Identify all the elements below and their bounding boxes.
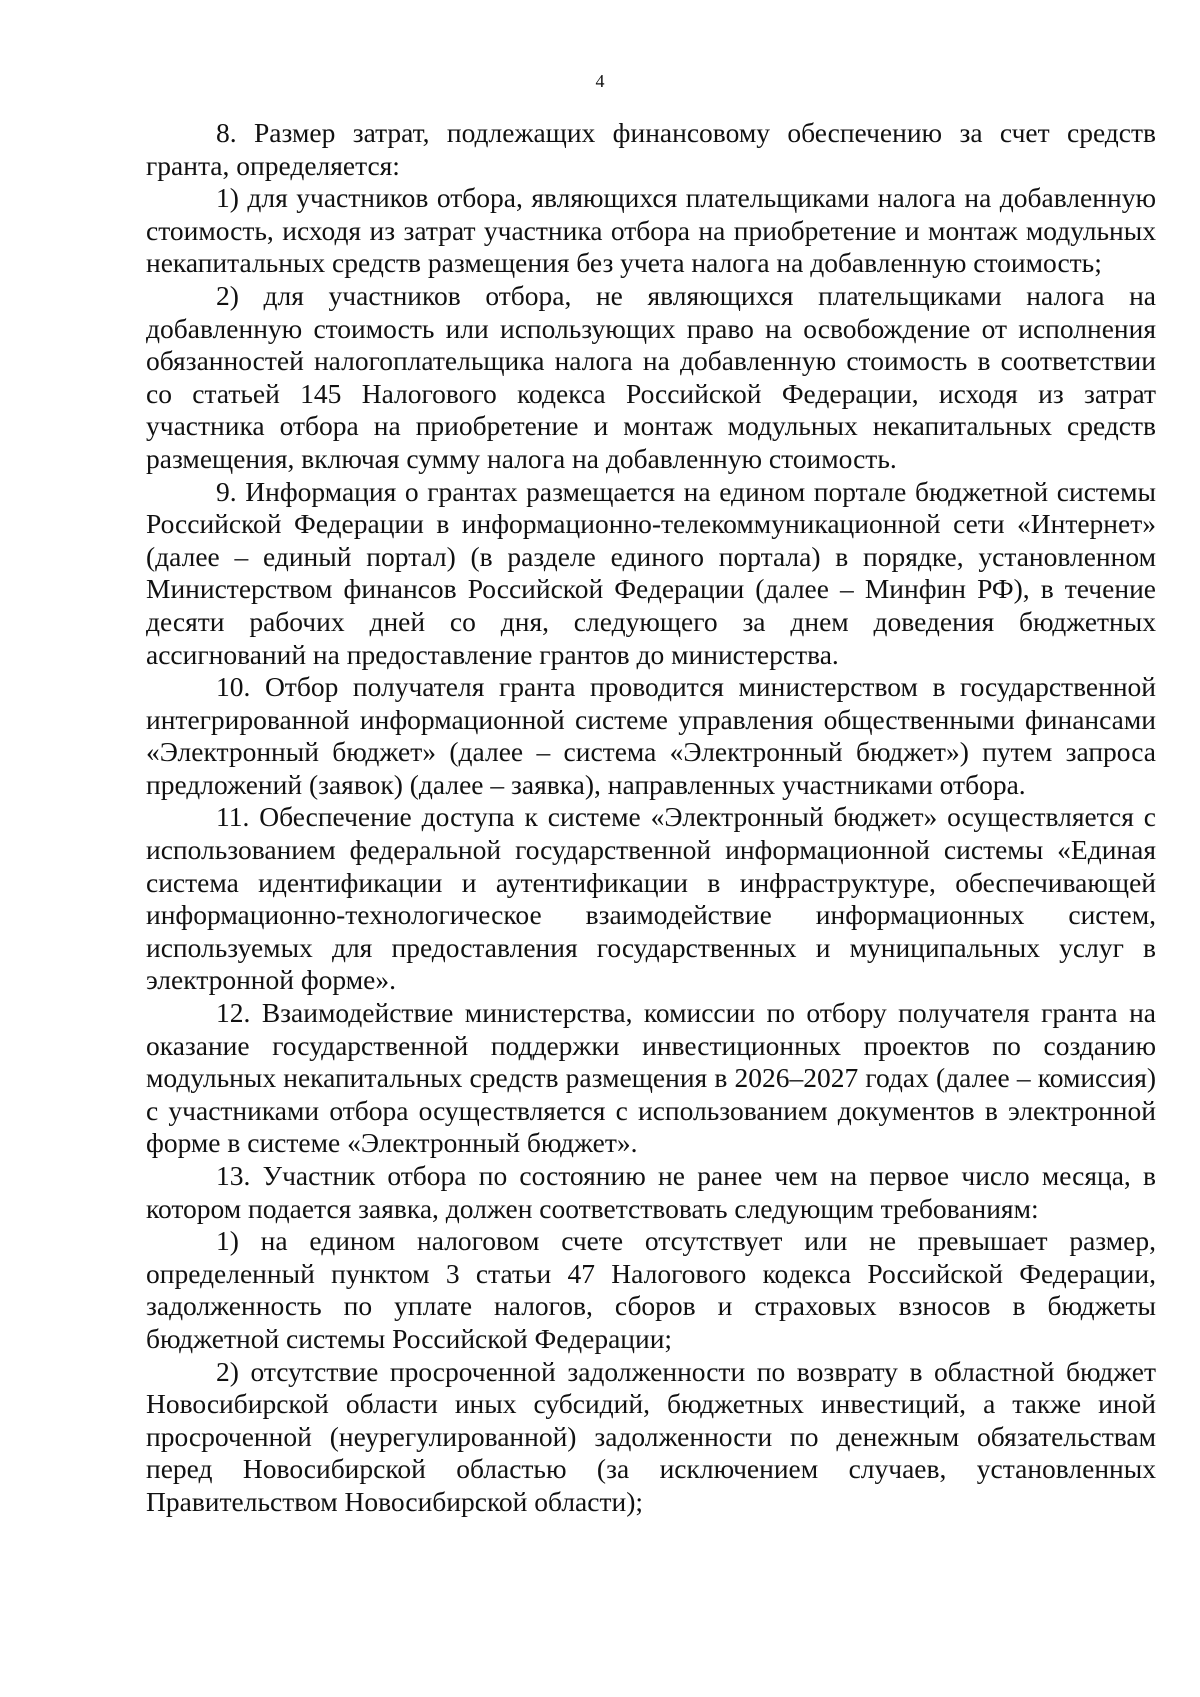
- paragraph-9: 9. Информация о грантах размещается на едином портале бюджетной системы Российской Федерации в информационно-телекоммуникационной сети «Интернет» (далее – единый портал) (в разделе единого портала) в порядке, установленном Министерством финансов Российской Федерации (далее – Минфин РФ), в течение десяти рабочих дней со дня, следующего за днем доведения бюджетных ассигнований на предоставление грантов до министерства.: [146, 475, 1156, 670]
- paragraph-11: 11. Обеспечение доступа к системе «Электронный бюджет» осуществляется с использованием федеральной государственной информационной системы «Единая система идентификации и аутентификации в инфраструктуре, обеспечивающей информационно-технологическое взаимодействие информационных систем, используемых для предоставления государственных и муниципальных услуг в электронной форме».: [146, 801, 1156, 996]
- document-body: [146, 117, 1156, 1519]
- paragraph-13: 13. Участник отбора по состоянию не ранее чем на первое число месяца, в котором подается заявка, должен соответствовать следующим требованиям:: [146, 1160, 1156, 1224]
- paragraph-12: 12. Взаимодействие министерства, комиссии по отбору получателя гранта на оказание государственной поддержки инвестиционных проектов по созданию модульных некапитальных средств размещения в 2026–2027 годах (далее – комиссия) с участниками отбора осуществляется с использованием документов в электронной форме в системе «Электронный бюджет».: [146, 997, 1156, 1159]
- page-number: 4: [595, 71, 605, 91]
- paragraph-10: 10. Отбор получателя гранта проводится министерством в государственной интегрированной информационной системе управления общественными финансами «Электронный бюджет» (далее – система «Электронный бюджет») путем запроса предложений (заявок) (далее – заявка), направленных участниками отбора.: [146, 671, 1156, 800]
- paragraph-8: 8. Размер затрат, подлежащих финансовому обеспечению за счет средств гранта, определяется:: [146, 117, 1156, 181]
- paragraph-13-item-2: 2) отсутствие просроченной задолженности по возврату в областной бюджет Новосибирской области иных субсидий, бюджетных инвестиций, а также иной просроченной (неурегулированной) задолженности по денежным обязательствам перед Новосибирской областью (за исключением случаев, установленных Правительством Новосибирской области);: [146, 1355, 1156, 1517]
- paragraph-8-item-1: 1) для участников отбора, являющихся плательщиками налога на добавленную стоимость, исходя из затрат участника отбора на приобретение и монтаж модульных некапитальных средств размещения без учета налога на добавленную стоимость;: [146, 182, 1156, 279]
- paragraph-8-item-2: 2) для участников отбора, не являющихся плательщиками налога на добавленную стоимость или использующих право на освобождение от исполнения обязанностей налогоплательщика налога на добавленную стоимость в соответствии со статьей 145 Налогового кодекса Российской Федерации, исходя из затрат участника отбора на приобретение и монтаж модульных некапитальных средств размещения, включая сумму налога на добавленную стоимость.: [146, 279, 1156, 474]
- paragraph-13-item-1: 1) на едином налоговом счете отсутствует или не превышает размер, определенный пунктом 3 статьи 47 Налогового кодекса Российской Федерации, задолженность по уплате налогов, сборов и страховых взносов в бюджеты бюджетной системы Российской Федерации;: [146, 1225, 1156, 1354]
